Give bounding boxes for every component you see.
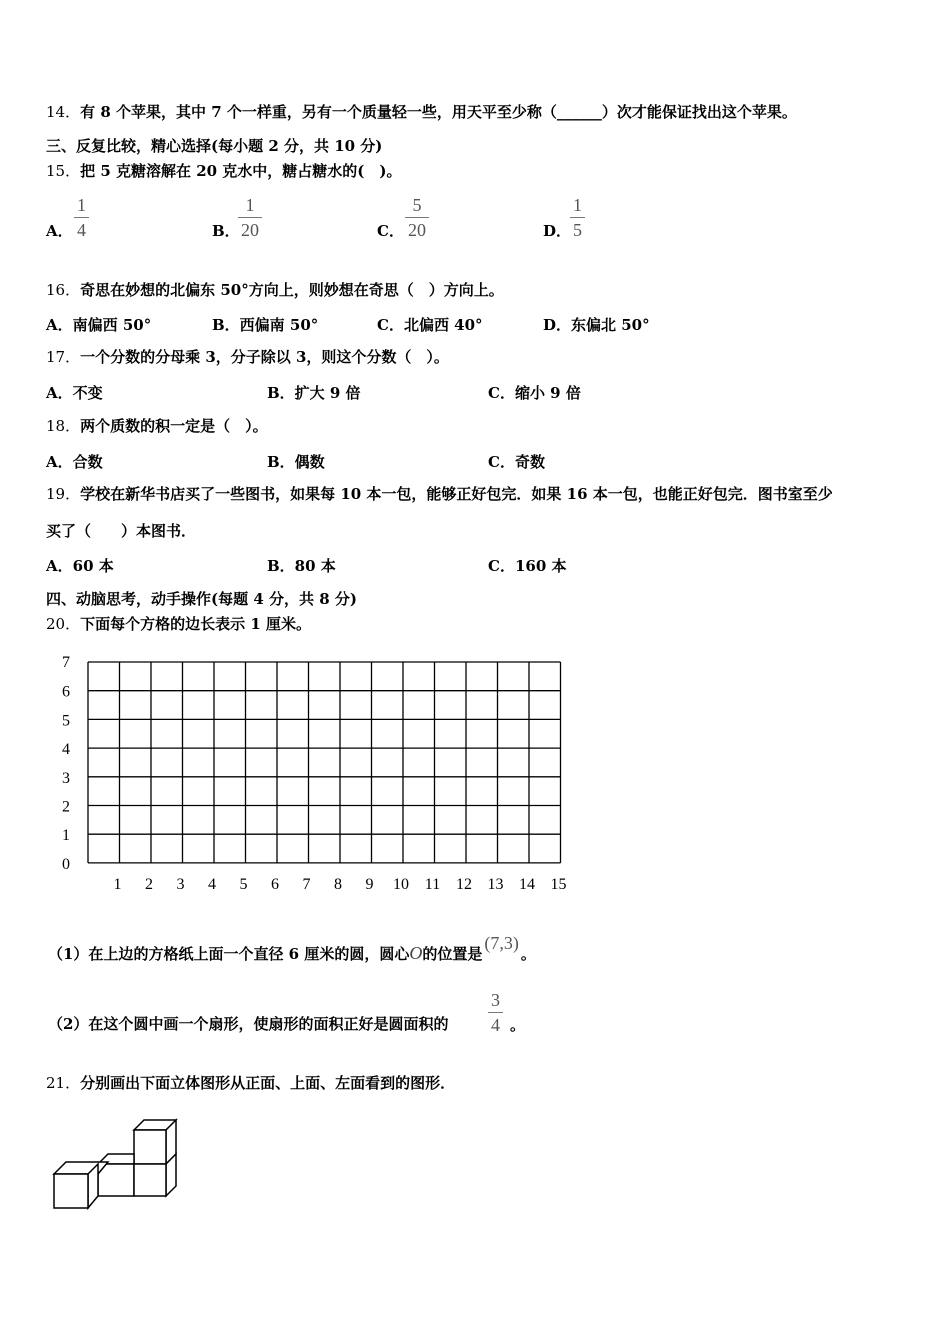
y-tick-label: 0 [62,855,70,873]
q16-option-d: D．东偏北 50° [543,316,650,334]
x-tick-label: 11 [424,875,441,893]
q19-option-b: B．80 本 [267,557,336,575]
q20-part2: （2）在这个圆中画一个扇形，使扇形的面积正好是圆面积的 [48,1015,449,1033]
q20-part1: （1）在上边的方格纸上面一个直径 6 厘米的圆，圆心O的位置是(7,3)。 [48,933,536,963]
grid-paper [40,648,580,893]
x-tick-label: 7 [302,875,311,893]
y-tick-label: 6 [62,683,70,701]
q18-option-b: B．偶数 [267,453,325,471]
x-tick-label: 12 [456,875,472,893]
option-a-label: A． [46,222,73,240]
y-tick-label: 4 [62,741,70,759]
x-tick-label: 6 [271,875,279,893]
option-d-fraction: 1 5 [570,195,585,240]
q16-option-c: C．北偏西 40° [377,316,483,334]
x-tick-label: 10 [393,875,409,893]
q18-option-c: C．奇数 [488,453,545,471]
q16-option-b: B．西偏南 50° [212,316,319,334]
y-tick-label: 1 [62,827,70,845]
q17-option-a: A．不变 [46,384,103,402]
q18-option-a: A．合数 [46,453,103,471]
question-18: 18．两个质数的积一定是（ ）。 [46,417,268,435]
option-d-label: D． [543,222,572,240]
y-tick-label: 5 [62,712,70,730]
q16-option-a: A．南偏西 50° [46,316,152,334]
option-a-fraction: 1 4 [74,195,89,240]
y-tick-label: 3 [62,769,70,787]
option-b-fraction: 1 20 [238,195,262,240]
q17-option-c: C．缩小 9 倍 [488,384,581,402]
q17-option-b: B．扩大 9 倍 [267,384,361,402]
option-c-label: C． [377,222,404,240]
question-21: 21．分别画出下面立体图形从正面、上面、左面看到的图形． [46,1074,456,1092]
option-b-label: B． [212,222,240,240]
q19-option-c: C．160 本 [488,557,567,575]
y-tick-label: 7 [62,654,70,671]
question-20: 20．下面每个方格的边长表示 1 厘米。 [46,615,311,633]
x-tick-label: 14 [519,875,535,893]
x-tick-label: 1 [113,875,122,893]
section-4-title: 四、动脑思考，动手操作(每题 4 分，共 8 分) [46,590,357,608]
question-14: 14．有 8 个苹果，其中 7 个一样重，另有一个质量轻一些，用天平至少称（______）次才能保证找出这个苹果。 [46,103,797,121]
center-coordinate: (7,3) [484,933,519,953]
q20-part2-fraction: 3 4 [488,990,503,1035]
option-c-fraction: 5 20 [405,195,429,240]
x-tick-label: 4 [208,875,216,893]
question-15: 15．把 5 克糖溶解在 20 克水中，糖占糖水的( )。 [46,162,402,180]
section-3-title: 三、反复比较，精心选择(每小题 2 分，共 10 分) [46,137,383,155]
cube-solid-figure [50,1118,180,1213]
question-19: 19．学校在新华书店买了一些图书，如果每 10 本一包，能够正好包完．如果 16 本一包，也能正好包完．图书室至少 [46,485,833,503]
q19-option-a: A．60 本 [46,557,114,575]
question-17: 17．一个分数的分母乘 3，分子除以 3，则这个分数（ ）。 [46,348,449,366]
x-tick-label: 9 [365,875,374,893]
x-tick-label: 5 [239,875,248,893]
x-tick-label: 13 [487,875,504,893]
question-16: 16．奇思在妙想的北偏东 50°方向上，则妙想在奇思（ ）方向上。 [46,281,504,299]
x-tick-label: 15 [550,875,567,893]
q20-part2-end: 。 [510,1016,526,1034]
center-symbol: O [409,943,423,963]
x-tick-label: 3 [176,875,185,893]
x-tick-label: 2 [145,875,153,893]
x-tick-label: 8 [334,875,342,893]
question-19-line2: 买了（ ）本图书． [46,522,197,540]
y-tick-label: 2 [62,798,70,816]
